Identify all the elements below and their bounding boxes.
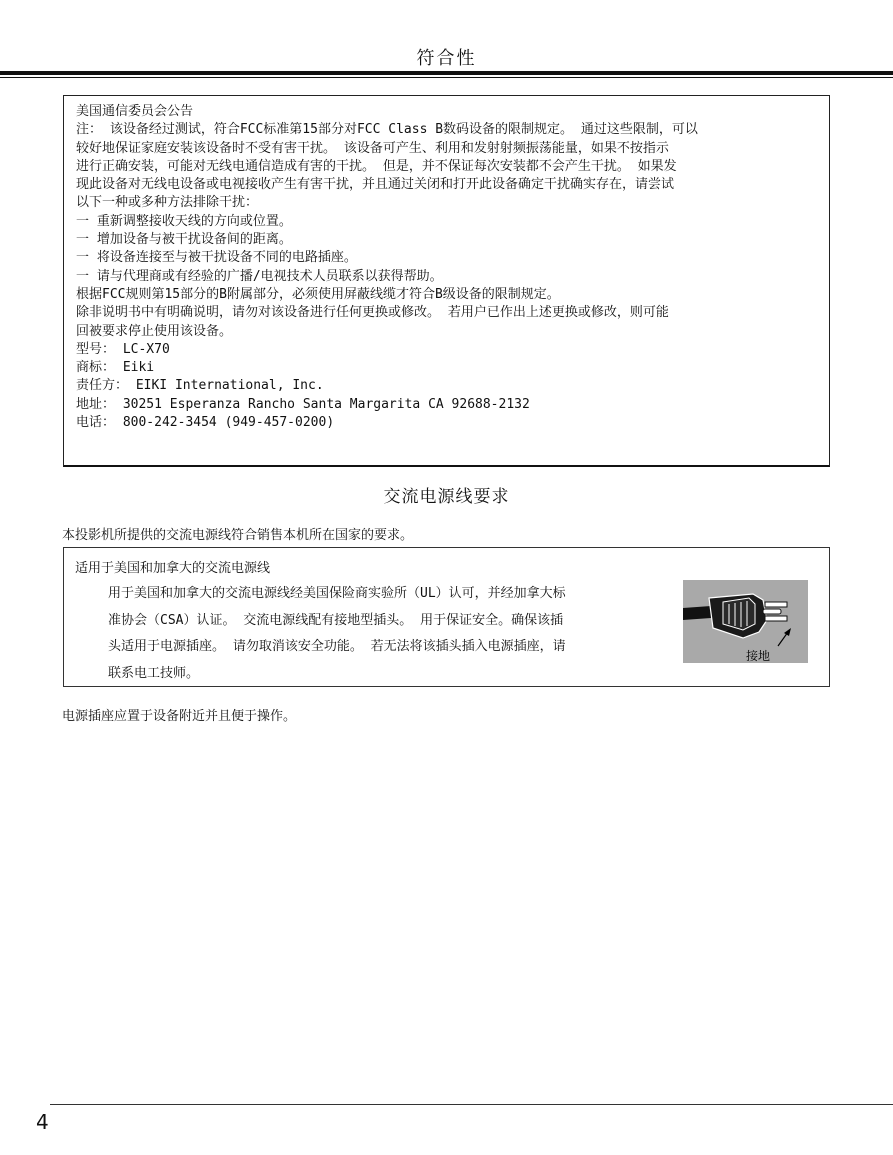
fcc-line: 一 重新调整接收天线的方向或位置。 [76,213,292,229]
power-cord-box-heading: 适用于美国和加拿大的交流电源线 [75,561,271,576]
fcc-line: 回被要求停止使用该设备。 [76,323,233,339]
fcc-responsible-party: 责任方： EIKI International, Inc. [76,378,324,394]
power-cord-box [63,547,830,687]
power-cord-line: 用于美国和加拿大的交流电源线经美国保险商实验所（UL）认可，并经加拿大标 [108,586,566,601]
fcc-phone: 电话： 800-242-3454 (949-457-0200) [76,415,335,431]
fcc-line: 一 增加设备与被干扰设备间的距离。 [76,232,292,248]
header-rule-thick [0,71,893,75]
page-number: 4 [36,1110,49,1134]
power-cord-intro: 本投影机所提供的交流电源线符合销售本机所在国家的要求。 [62,528,414,543]
fcc-trademark: 商标： Eiki [76,360,155,376]
fcc-address: 地址： 30251 Esperanza Rancho Santa Margarita CA 92688-2132 [76,396,530,412]
fcc-line: 较好地保证家庭安装该设备时不受有害干扰。 该设备可产生、利用和发射射频振荡能量，如果不按指示 [76,140,669,156]
fcc-line: 一 将设备连接至与被干扰设备不同的电路插座。 [76,250,357,266]
fcc-line: 一 请与代理商或有经验的广播/电视技术人员联系以获得帮助。 [76,268,443,284]
ground-label: 接地 [746,649,771,663]
power-cord-line: 准协会（CSA）认证。 交流电源线配有接地型插头。 用于保证安全。确保该插 [108,612,564,628]
fcc-line: 除非说明书中有明确说明，请勿对该设备进行任何更换或修改。 若用户已作出上述更换或修改，则可能 [76,305,669,321]
footer-rule [50,1104,893,1105]
fcc-line: 美国通信委员会公告 [76,104,194,119]
header-rule-thin [0,77,893,78]
section-title: 交流电源线要求 [383,487,510,507]
fcc-line: 现此设备对无线电设备或电视接收产生有害干扰，并且通过关闭和打开此设备确定干扰确实存在，请尝试 [76,177,675,193]
page-title: 符合性 [416,48,477,69]
fcc-notice-text [76,103,826,432]
power-cord-line: 联系电工技师。 [108,665,200,681]
power-outlet-note: 电源插座应置于设备附近并且便于操作。 [62,709,297,724]
fcc-line: 注： 该设备经过测试，符合FCC标准第15部分对FCC Class B数码设备的限制规定。 通过这些限制，可以 [76,122,698,138]
grounded-plug-figure [683,580,808,663]
power-cord-line: 头适用于电源插座。 请勿取消该安全功能。 若无法将该插头插入电源插座，请 [108,639,566,654]
fcc-line: 以下一种或多种方法排除干扰： [76,195,259,211]
fcc-line: 进行正确安装，可能对无线电通信造成有害的干扰。 但是，并不保证每次安装都不会产生干扰。 如果发 [76,158,677,174]
fcc-notice-box [63,95,830,467]
fcc-line: 根据FCC规则第15部分的B附属部分，必须使用屏蔽线缆才符合B级设备的限制规定。 [76,286,560,302]
fcc-model: 型号： LC-X70 [76,341,170,357]
power-cord-body [108,581,688,687]
